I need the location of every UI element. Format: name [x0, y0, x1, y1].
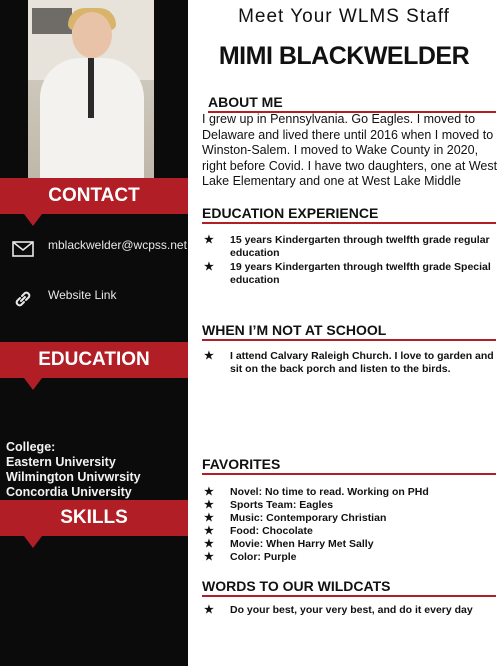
college-list: [6, 440, 186, 500]
college-item: Wilmington Univwrsity: [6, 470, 141, 484]
page-kicker: Meet Your WLMS Staff: [238, 6, 450, 27]
staff-name: MIMI BLACKWELDER: [218, 42, 470, 70]
envelope-icon: [12, 240, 34, 258]
contact-ribbon: [0, 178, 188, 214]
list-item: ★ Novel: No time to read. Working on PHd: [204, 486, 429, 498]
not-at-school-list: [204, 350, 494, 375]
list-item: ★ Do your best, your very best, and do it every day: [204, 604, 473, 616]
college-title: College:: [6, 440, 56, 454]
list-item: ★ Movie: When Harry Met Sally: [204, 538, 374, 550]
skills-label: SKILLS: [60, 507, 128, 528]
words-heading: WORDS TO OUR WILDCATS: [202, 578, 496, 597]
main-content: [188, 0, 500, 666]
about-body: I grew up in Pennsylvania. Go Eagles. I moved to Delaware and lived there until 2016 when I moved to Winston-Salem. I moved to Wake County in 2020, right before Covid. I have two daughters, one at West Lake Elementary and one at West Lake Middle: [202, 112, 498, 188]
list-item: ★ Sports Team: Eagles: [204, 499, 334, 511]
star-bullet-icon: ★: [204, 499, 214, 511]
star-bullet-icon: ★: [204, 234, 214, 246]
skills-ribbon: [0, 500, 188, 536]
list-item: ★ Color: Purple: [204, 551, 297, 563]
not-at-school-heading: WHEN I’M NOT AT SCHOOL: [202, 322, 496, 341]
list-item: ★ 15 years Kindergarten through twelfth grade regular education: [204, 234, 490, 259]
list-item: ★ Music: Contemporary Christian: [204, 512, 387, 524]
email-address[interactable]: mblackwelder@wcpss.net: [48, 238, 187, 252]
education-ribbon: [0, 342, 188, 378]
star-bullet-icon: ★: [204, 525, 214, 537]
star-bullet-icon: ★: [204, 486, 214, 498]
star-bullet-icon: ★: [204, 350, 214, 362]
star-bullet-icon: ★: [204, 538, 214, 550]
star-bullet-icon: ★: [204, 512, 214, 524]
contact-label: CONTACT: [48, 185, 140, 206]
star-bullet-icon: ★: [204, 261, 214, 273]
list-item: ★ 19 years Kindergarten through twelfth grade Special education: [204, 261, 491, 286]
profile-photo: [28, 0, 154, 178]
words-list: [204, 604, 494, 617]
about-heading: ABOUT ME: [208, 94, 496, 113]
college-item: Eastern University: [6, 455, 116, 469]
link-icon: [12, 290, 34, 308]
education-experience-list: [204, 234, 494, 288]
sidebar: [0, 0, 188, 666]
education-label: EDUCATION: [38, 349, 150, 370]
favorites-list: [204, 486, 494, 564]
star-bullet-icon: ★: [204, 604, 214, 616]
website-link[interactable]: Website Link: [48, 288, 117, 302]
star-bullet-icon: ★: [204, 551, 214, 563]
list-item: ★ Food: Chocolate: [204, 525, 313, 537]
list-item: ★ I attend Calvary Raleigh Church. I love to garden and sit on the back porch and listen to the birds.: [204, 350, 494, 375]
college-item: Concordia University: [6, 485, 132, 499]
favorites-heading: FAVORITES: [202, 456, 496, 475]
education-experience-heading: EDUCATION EXPERIENCE: [202, 205, 496, 224]
